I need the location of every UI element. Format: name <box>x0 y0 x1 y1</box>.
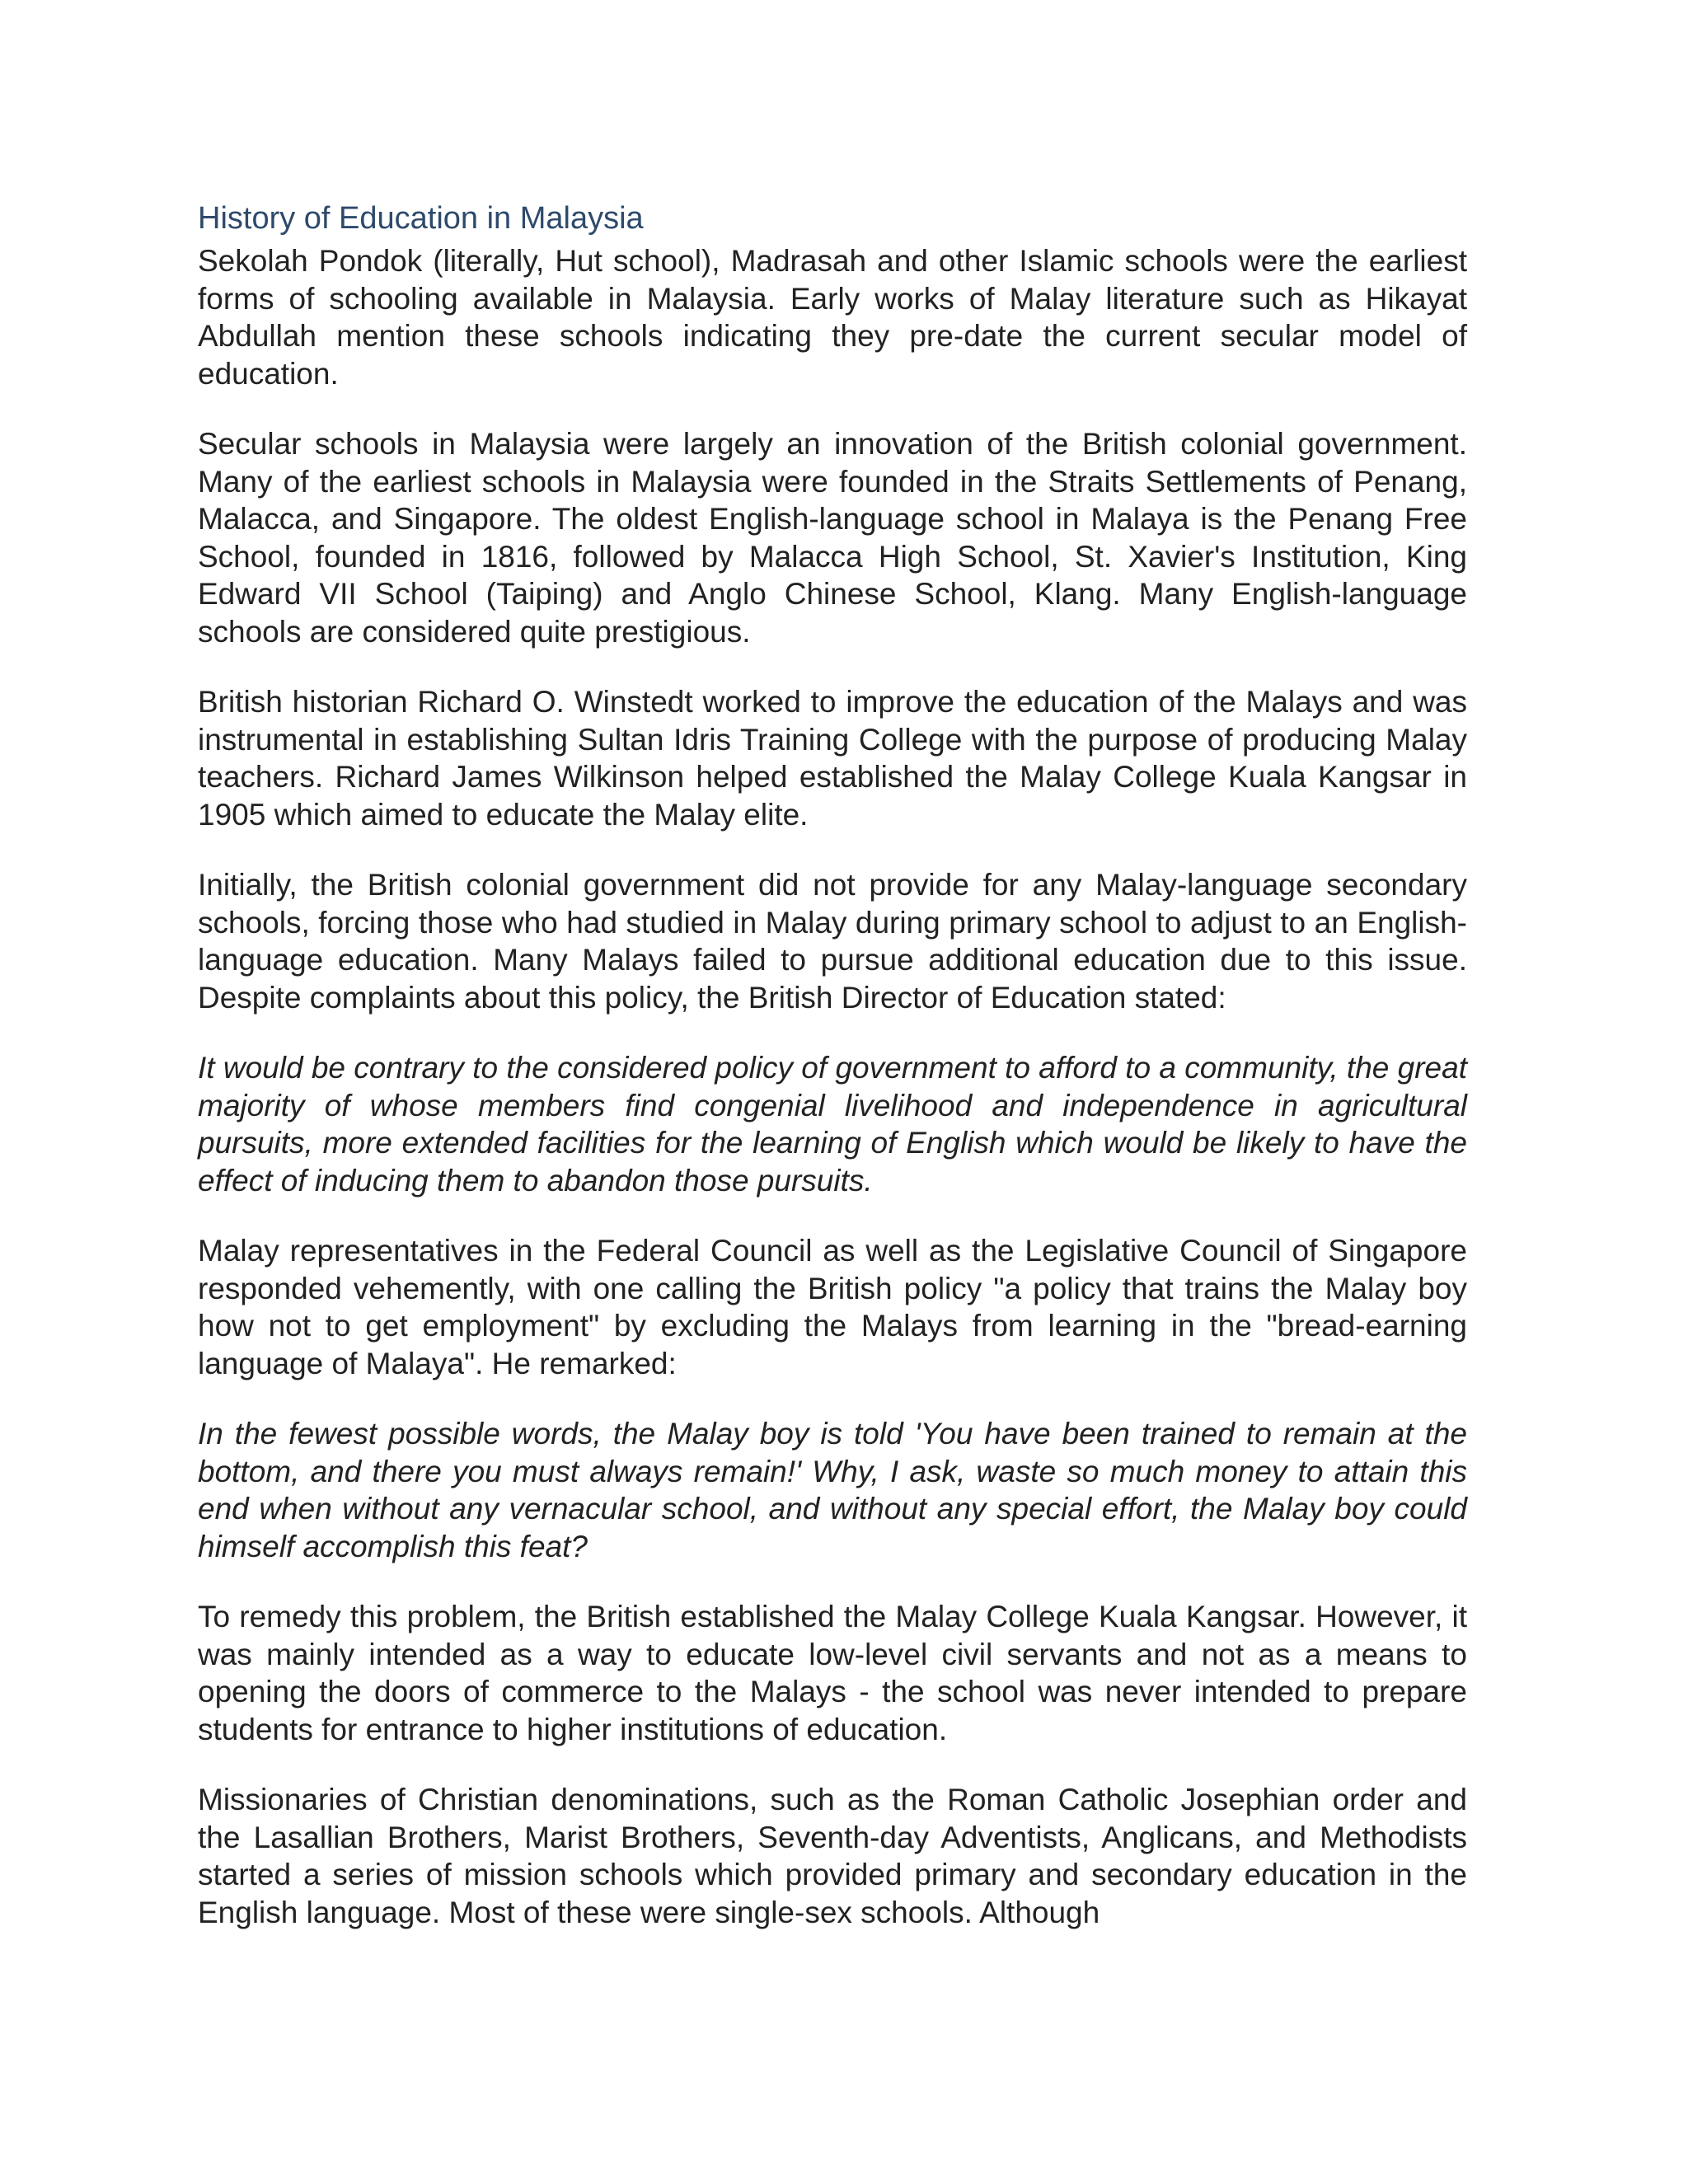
paragraph-secular-schools: Secular schools in Malaysia were largely an innovation of the British colonial government. Many of the earliest schools in Malaysia were founded in the Straits Settlements of Penang, Malacca, and Singapore. The oldest English-language school in Malaya is the Penang Free School, founded in 1816, followed by Malacca High School, St. Xavier's Institution, King Edward VII School (Taiping) and Anglo Chinese School, Klang. Many English-language schools are considered quite prestigious. <box>198 427 1467 649</box>
paragraph-malay-representatives: Malay representatives in the Federal Council as well as the Legislative Council of Singapore responded vehemently, with one calling the British policy "a policy that trains the Malay boy how not to get employment" by excluding the Malays from learning in the "bread-earning language of Malaya". He remarked: <box>198 1234 1467 1380</box>
paragraph-islamic-schools: Sekolah Pondok (literally, Hut school), Madrasah and other Islamic schools were the earliest forms of schooling available in Malaysia. Early works of Malay literature such as Hikayat Abdullah mention these schools indicating they pre-date the current secular model of education. <box>198 244 1467 391</box>
quote-malay-boy: In the fewest possible words, the Malay boy is told 'You have been trained to remain at the bottom, and there you must always remain!' Why, I ask, waste so much money to attain this end when without any vernacular school, and without any special effort, the Malay boy could himself accomplish this feat? <box>198 1417 1467 1563</box>
paragraph-winstedt: British historian Richard O. Winstedt worked to improve the education of the Malays and was instrumental in establishing Sultan Idris Training College with the purpose of producing Malay teachers. Richard James Wilkinson helped established the Malay College Kuala Kangsar in 1905 which aimed to educate the Malay elite. <box>198 685 1467 832</box>
document-title: History of Education in Malaysia <box>198 201 644 236</box>
document-page <box>198 198 1467 1931</box>
paragraph-malay-college: To remedy this problem, the British established the Malay College Kuala Kangsar. However, it was mainly intended as a way to educate low-level civil servants and not as a means to opening the doors of commerce to the Malays - the school was never intended to prepare students for entrance to higher institutions of education. <box>198 1600 1467 1746</box>
paragraph-missionaries: Missionaries of Christian denominations, such as the Roman Catholic Josephian order and the Lasallian Brothers, Marist Brothers, Seventh-day Adventists, Anglicans, and Methodists started a series of mission schools which provided primary and secondary education in the English language. Most of these were single-sex schools. Although <box>198 1783 1467 1929</box>
paragraph-malay-secondary: Initially, the British colonial government did not provide for any Malay-language secondary schools, forcing those who had studied in Malay during primary school to adjust to an English-language education. Many Malays failed to pursue additional education due to this issue. Despite complaints about this policy, the British Director of Education stated: <box>198 868 1467 1015</box>
quote-director-of-education: It would be contrary to the considered policy of government to afford to a community, the great majority of whose members find congenial livelihood and independence in agricultural pursuits, more extended facilities for the learning of English which would be likely to have the effect of inducing them to abandon those pursuits. <box>198 1051 1467 1197</box>
